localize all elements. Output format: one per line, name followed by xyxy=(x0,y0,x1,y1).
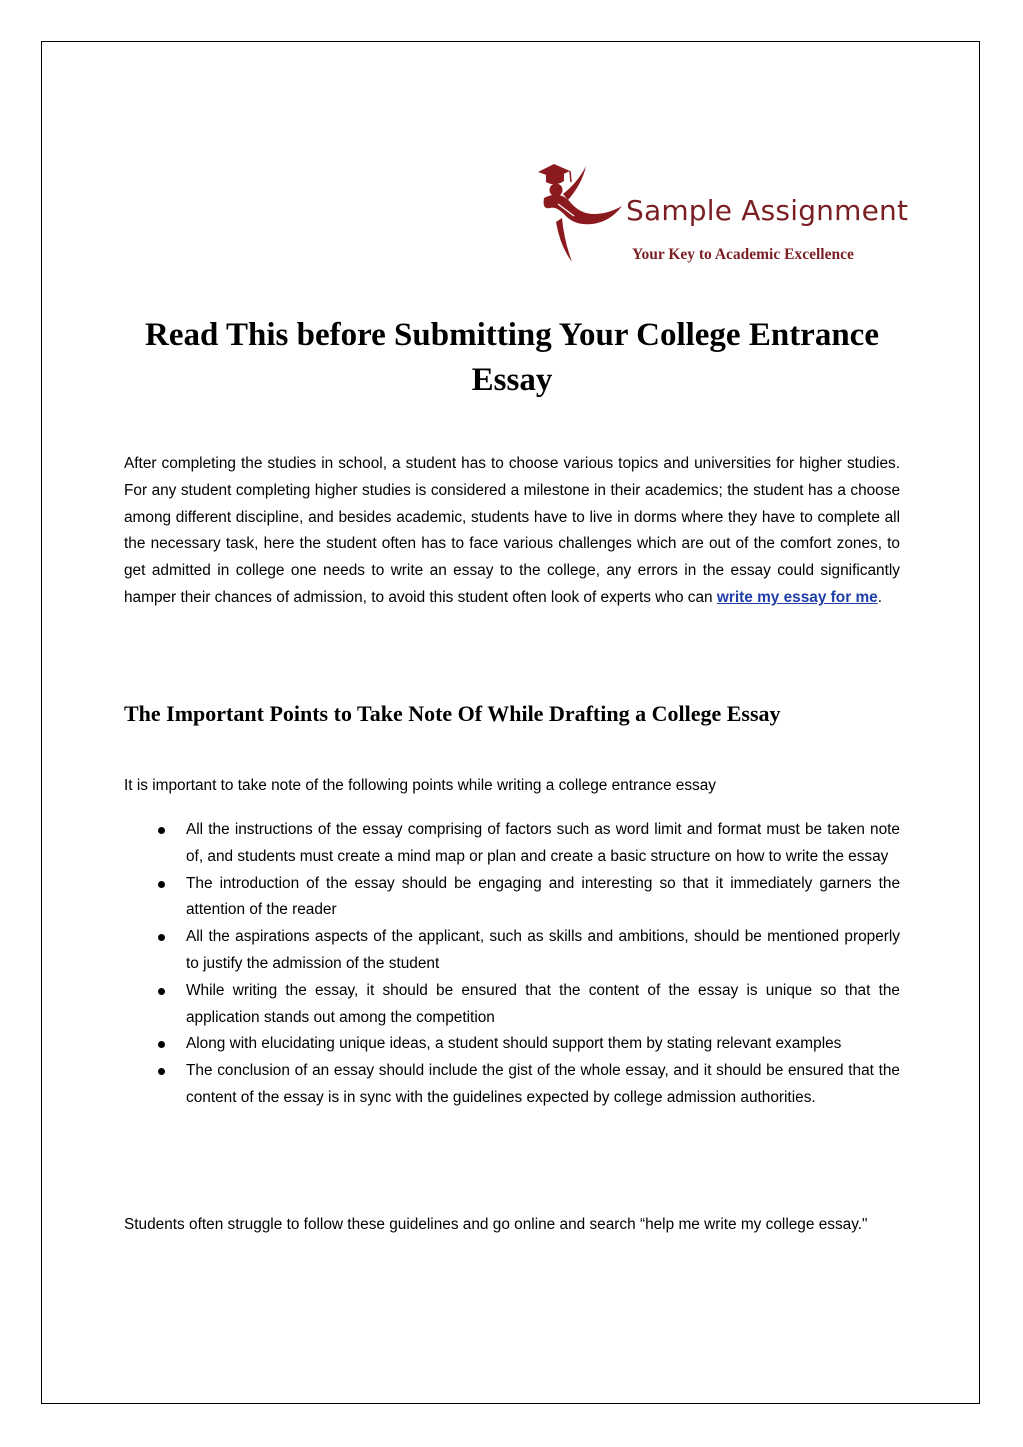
logo xyxy=(530,160,909,272)
section-heading: The Important Points to Take Note Of While Drafting a College Essay xyxy=(124,701,781,726)
intro-text: After completing the studies in school, a student has to choose various topics and universities for higher studies. For any student completing higher studies is considered a milestone in their academics; the student has a choose among different discipline, and besides academic, students have to live in dorms where they have to complete all the necessary task, here the student often has to face various challenges which are out of the comfort zones, to get admitted in college one needs to write an essay to the college, any errors in the essay could significantly hamper their chances of admission, to avoid this student often look of experts who can xyxy=(124,455,900,606)
write-my-essay-link[interactable]: write my essay for me xyxy=(716,588,878,606)
bullet-icon xyxy=(158,934,165,941)
points-list xyxy=(124,817,900,1112)
bullet-icon xyxy=(158,1041,165,1048)
intro-end: . xyxy=(877,588,882,606)
list-item-text: Along with elucidating unique ideas, a student should support them by stating relevant examples xyxy=(186,1035,842,1053)
list-item xyxy=(124,871,900,925)
bullet-icon xyxy=(158,881,165,888)
brand-tagline: Your Key to Academic Excellence xyxy=(632,246,854,263)
closing-paragraph: Students often struggle to follow these guidelines and go online and search “help me write my college essay." xyxy=(124,1216,868,1233)
list-item xyxy=(124,817,900,871)
list-item xyxy=(124,924,900,978)
list-item xyxy=(124,978,900,1032)
document-title: Read This before Submitting Your College Entrance Essay xyxy=(145,317,879,398)
graduate-figure-icon xyxy=(530,160,625,265)
list-item-text: While writing the essay, it should be ensured that the content of the essay is unique so that the application stands out among the competition xyxy=(186,981,900,1026)
list-item-text: All the instructions of the essay comprising of factors such as word limit and format must be taken note of, and students must create a mind map or plan and create a basic structure on how to write the essay xyxy=(186,821,900,865)
list-item xyxy=(124,1058,900,1112)
list-item-text: All the aspirations aspects of the applicant, such as skills and ambitions, should be mentioned properly to justify the admission of the student xyxy=(186,928,900,972)
brand-name: Sample Assignment xyxy=(626,194,909,227)
bullet-icon xyxy=(158,827,165,834)
list-item xyxy=(124,1031,900,1058)
bullet-icon xyxy=(158,1068,165,1075)
lead-in-text: It is important to take note of the following points while writing a college entrance essay xyxy=(124,777,717,794)
bullet-icon xyxy=(158,988,165,995)
intro-paragraph xyxy=(124,451,900,612)
list-item-text: The conclusion of an essay should include the gist of the whole essay, and it should be ensured that the content of the essay is in sync with the guidelines expected by college admission authorities. xyxy=(186,1062,900,1106)
list-item-text: The introduction of the essay should be engaging and interesting so that it immediately garners the attention of the reader xyxy=(186,874,900,919)
